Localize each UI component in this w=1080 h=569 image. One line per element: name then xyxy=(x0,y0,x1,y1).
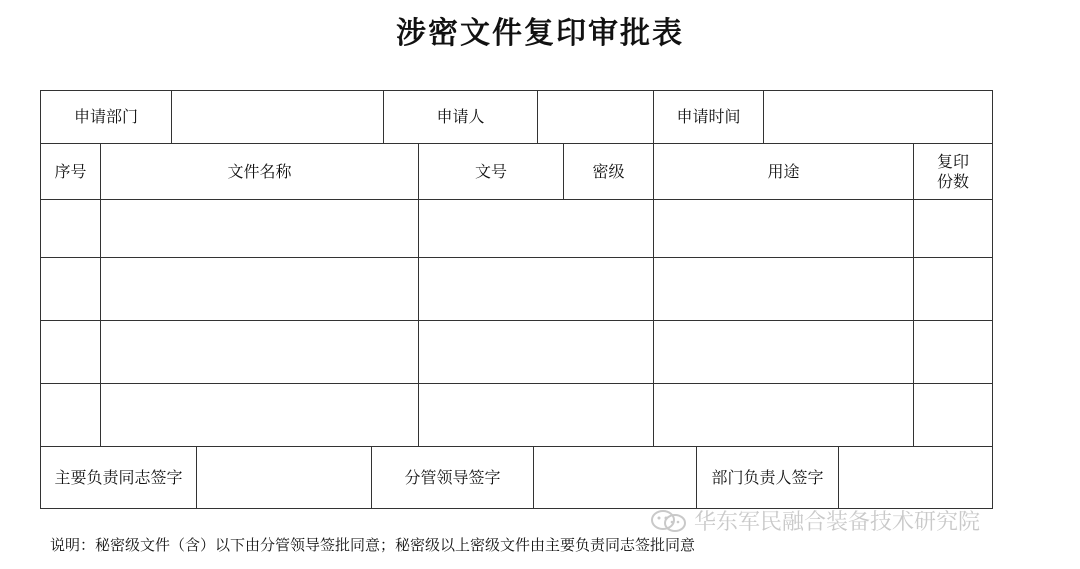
wechat-icon xyxy=(650,509,688,533)
row1-doc-number-level[interactable] xyxy=(419,200,653,257)
form-note: 说明：秘密级文件（含）以下由分管领导签批同意；秘密级以上密级文件由主要负责同志签批同意 xyxy=(50,536,696,554)
row3-file-name[interactable] xyxy=(101,321,418,383)
row4-purpose[interactable] xyxy=(654,384,913,446)
row1-purpose[interactable] xyxy=(654,200,913,257)
department-field[interactable] xyxy=(172,91,383,143)
division-leader-signature-label: 分管领导签字 xyxy=(404,467,501,487)
col-header-doc-number: 文号 xyxy=(474,161,507,181)
watermark-text: 华东军民融合装备技术研究院 xyxy=(694,510,981,535)
row4-doc-number-level[interactable] xyxy=(419,384,653,446)
row4-file-name[interactable] xyxy=(101,384,418,446)
row4-copies[interactable] xyxy=(914,384,992,446)
col-header-purpose: 用途 xyxy=(767,161,800,181)
col-header-copies-line2: 份数 xyxy=(936,171,969,191)
application-time-label: 申请时间 xyxy=(676,107,741,126)
dept-head-signature-field[interactable] xyxy=(839,447,992,508)
row3-copies[interactable] xyxy=(914,321,992,383)
application-time-field[interactable] xyxy=(764,91,992,143)
main-leader-signature-label: 主要负责同志签字 xyxy=(54,467,183,487)
col-header-no: 序号 xyxy=(54,161,87,181)
approval-form-table xyxy=(40,90,993,509)
row3-no[interactable] xyxy=(41,321,100,383)
col-header-copies-line1: 复印 xyxy=(936,151,969,171)
division-leader-signature-field[interactable] xyxy=(534,447,696,508)
row1-no[interactable] xyxy=(41,200,100,257)
department-label: 申请部门 xyxy=(73,107,138,126)
row2-copies[interactable] xyxy=(914,258,992,320)
col-header-secrecy-level: 密级 xyxy=(592,161,625,181)
row2-doc-number-level[interactable] xyxy=(419,258,653,320)
row2-no[interactable] xyxy=(41,258,100,320)
row3-purpose[interactable] xyxy=(654,321,913,383)
dept-head-signature-label: 部门负责人签字 xyxy=(711,467,824,487)
watermark xyxy=(650,505,980,536)
row3-doc-number-level[interactable] xyxy=(419,321,653,383)
row1-copies[interactable] xyxy=(914,200,992,257)
row1-file-name[interactable] xyxy=(101,200,418,257)
col-header-copies xyxy=(914,144,992,199)
row4-no[interactable] xyxy=(41,384,100,446)
row2-file-name[interactable] xyxy=(101,258,418,320)
applicant-label: 申请人 xyxy=(436,107,485,126)
form-title: 涉密文件复印审批表 xyxy=(396,16,684,51)
main-leader-signature-field[interactable] xyxy=(197,447,371,508)
applicant-field[interactable] xyxy=(538,91,653,143)
col-header-file-name: 文件名称 xyxy=(227,161,292,181)
row2-purpose[interactable] xyxy=(654,258,913,320)
